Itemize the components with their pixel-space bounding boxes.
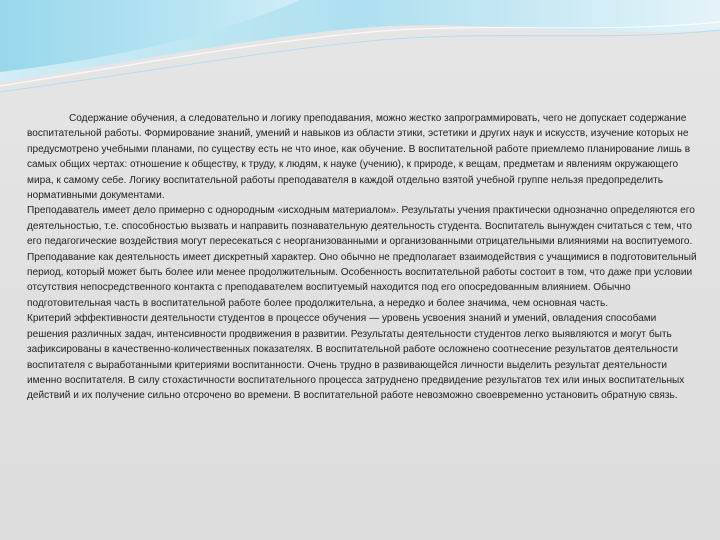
wave-decoration — [0, 0, 720, 110]
paragraph-2: Преподаватель имеет дело примерно с однородным «исходным материалом». Результаты учения практически однозначно определяются его деятельностью, т.е. способностью вызвать и направить познавательную деятельность студента. Воспитатель вынужден считаться с тем, что его педагогические воздействия могут пересекаться с неорганизованными и организованными отрицательными влияниями на воспитуемого. Преподавание как деятельность имеет дискретный характер. Оно обычно не предполагает взаимодействия с учащимися в подготовительный период, который может быть более или менее продолжительным. Особенность воспитательной работы состоит в том, что даже при условии отсутствия непосредственного контакта с преподавателем воспитуемый находится под его опосредованным влиянием. Обычно подготовительная часть в воспитательной работе более продолжительна, а нередко и более значима, чем основная часть. — [27, 205, 697, 309]
paragraph-3: Критерий эффективности деятельности студентов в процессе обучения — уровень усвоения знаний и умений, овладения способами решения различных задач, интенсивности продвижения в развитии. Результаты деятельности студентов легко выявляются и могут быть зафиксированы в качественно-количественных показателях. В воспитательной работе осложнено соотнесение результатов деятельности воспитателя с выработанными критериями воспитанности. Очень трудно в развивающейся личности выделить результат деятельности именно воспитателя. В силу стохастичности воспитательного процесса затруднено предвидение результатов тех или иных воспитательных действий и их получение сильно отсрочено во времени. В воспитательной работе невозможно своевременно установить обратную связь. — [27, 313, 685, 402]
paragraph-1: Содержание обучения, а следовательно и логику преподавания, можно жестко запрограммировать, чего не допускает содержание воспитательной работы. Формирование знаний, умений и навыков из области этики, эстетики и других наук и искусств, изучение которых не предусмотрено учебными планами, по существу есть не что иное, как обучение. В воспитательной работе приемлемо планирование лишь в самых общих чертах: отношение к обществу, к труду, к людям, к науке (учению), к природе, к вещам, предметам и явлениям окружающего мира, к самому себе. Логику воспитательной работы преподавателя в каждой отдельно взятой учебной группе нельзя предопределить нормативными документами. — [27, 113, 691, 202]
body-text — [27, 111, 697, 404]
